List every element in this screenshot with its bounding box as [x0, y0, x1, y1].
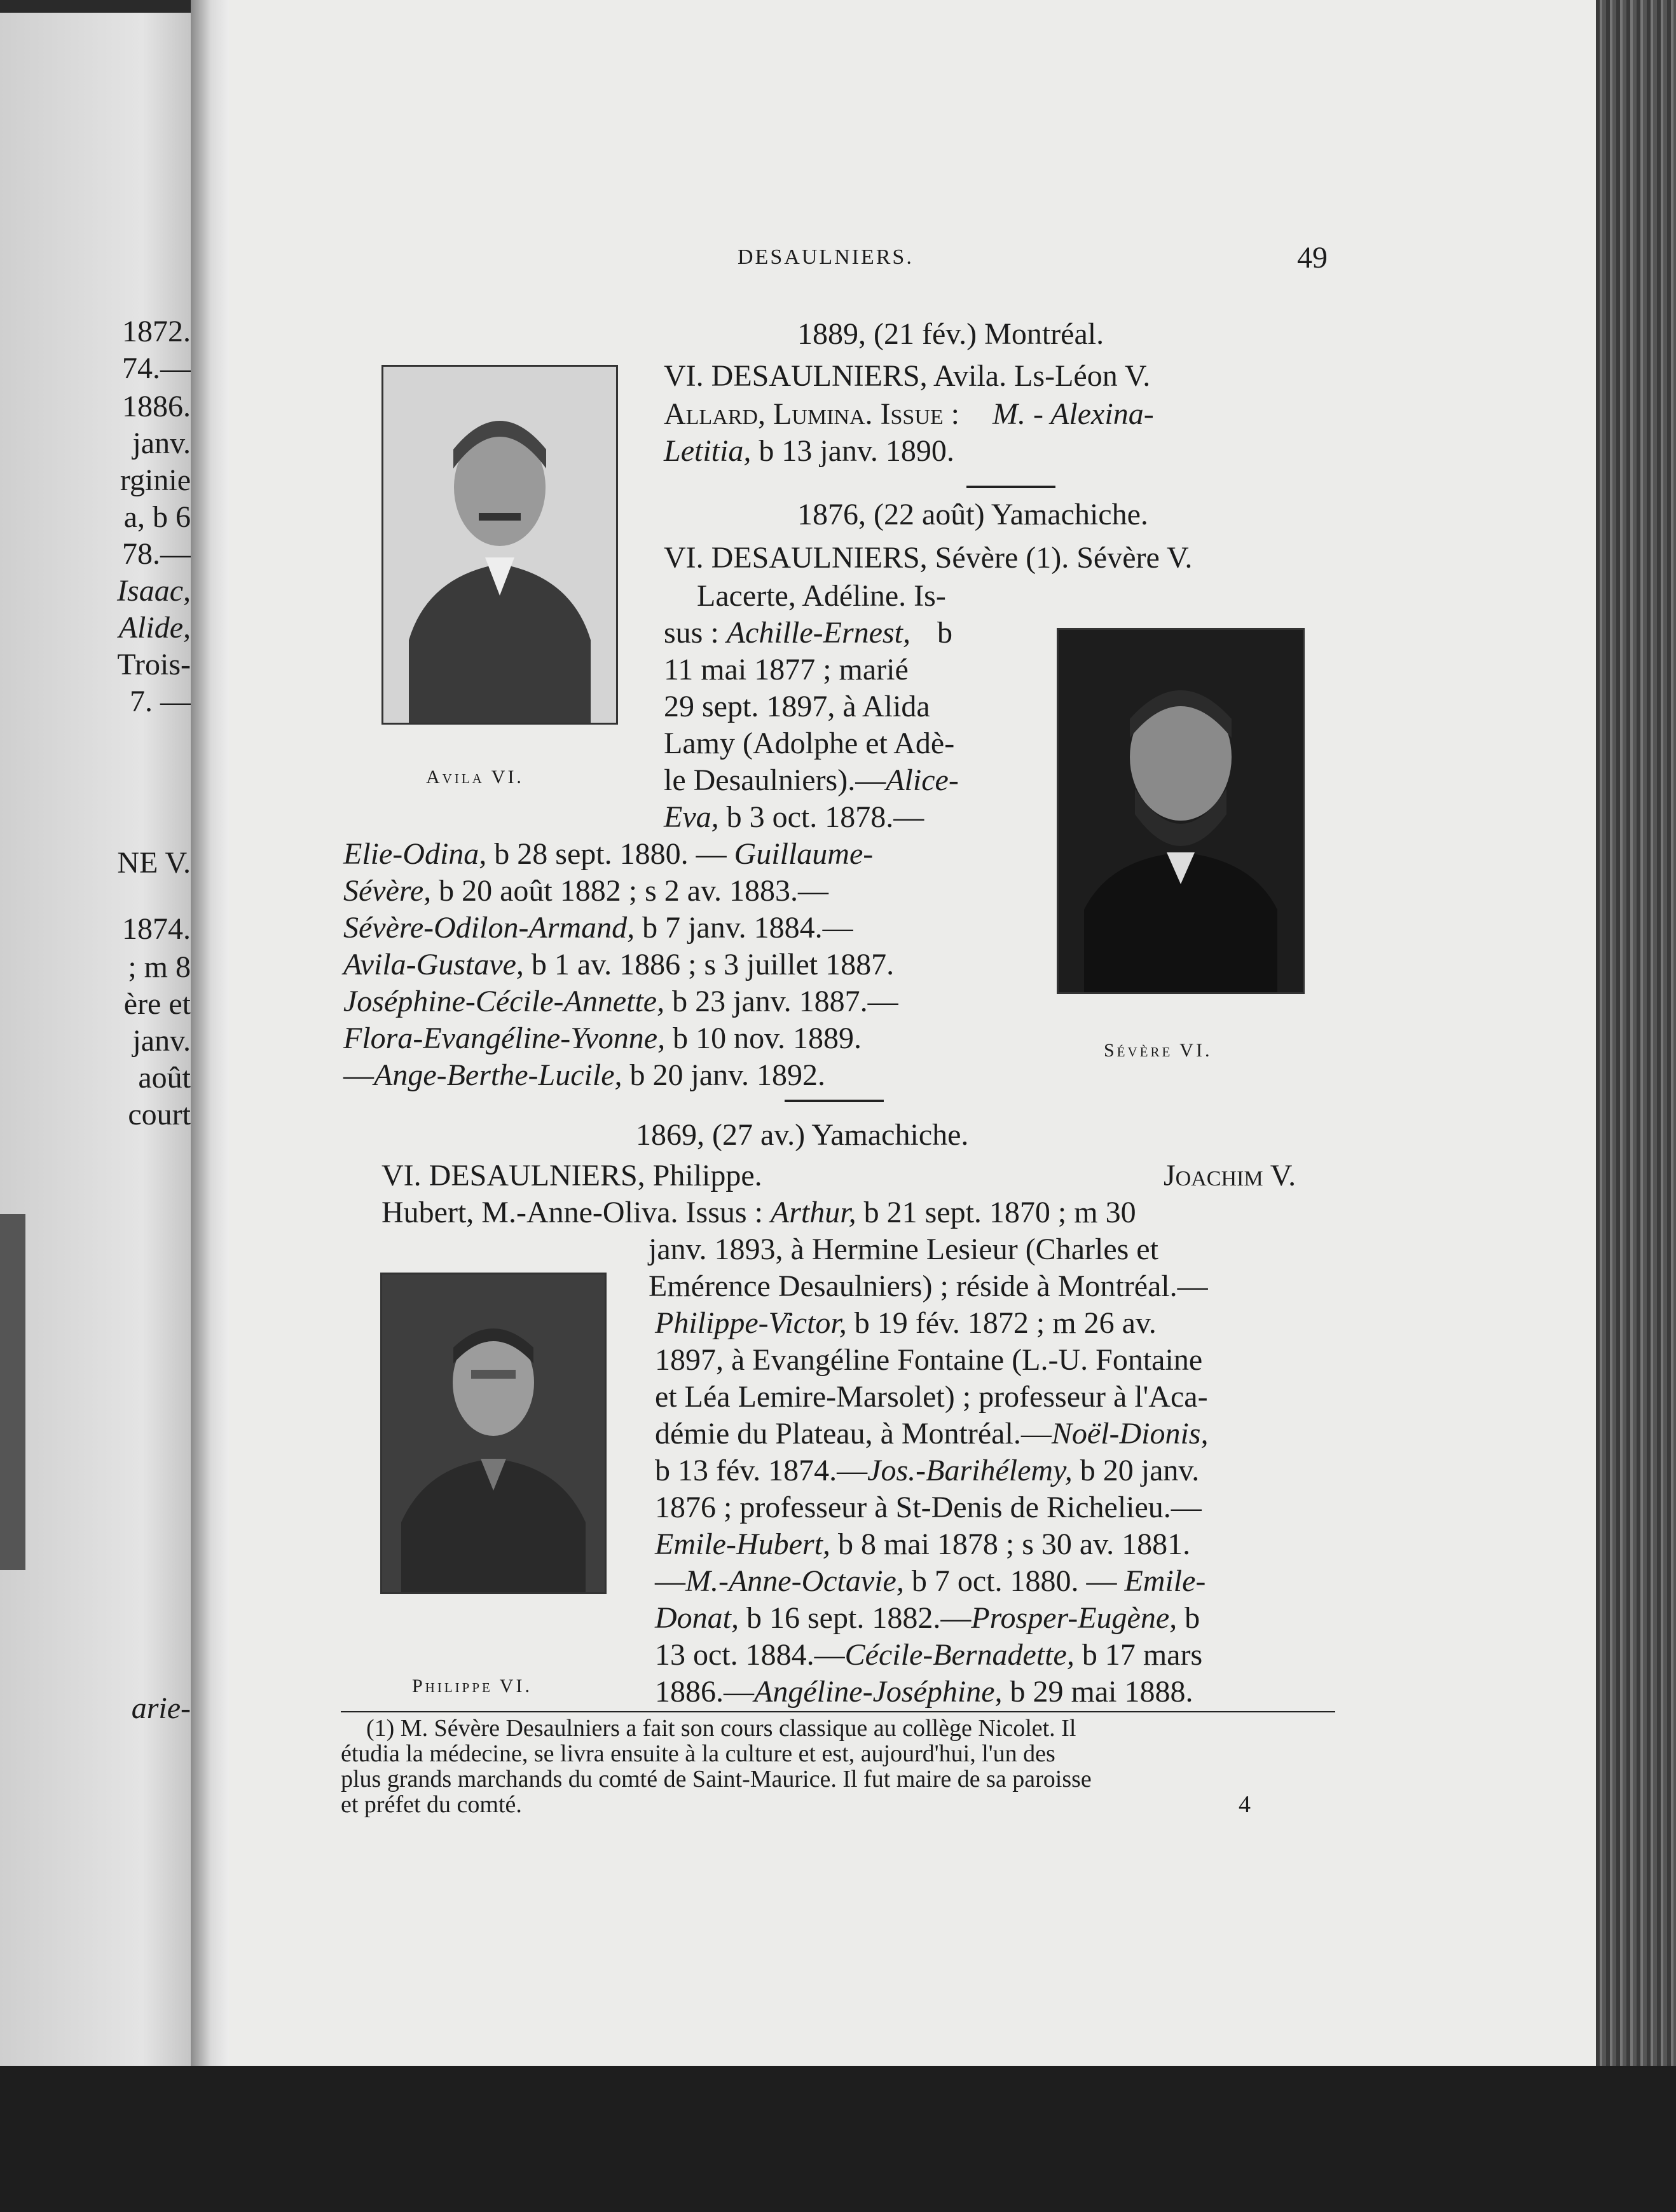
entry3-line: et Léa Lemire-Marsolet) ; professeur à l'Aca- — [655, 1380, 1208, 1414]
running-title: DESAULNIERS. — [738, 245, 914, 269]
footnote-line: (1) M. Sévère Desaulniers a fait son cours classique au collège Nicolet. Il — [366, 1715, 1076, 1742]
entry3-line: Emile-Hubert, b 8 mai 1878 ; s 30 av. 1881. — [655, 1527, 1191, 1561]
entry3-line: 1897, à Evangéline Fontaine (L.-U. Fontaine — [655, 1343, 1203, 1377]
entry3-line: Emérence Desaulniers) ; réside à Montréal.— — [649, 1269, 1208, 1303]
left-line: 78.— — [122, 537, 191, 571]
left-line: 74.— — [122, 352, 191, 385]
left-line: 1886. — [122, 390, 191, 423]
left-line: août — [138, 1061, 191, 1095]
entry2-line: —Ange-Berthe-Lucile, b 20 janv. 1892. — [343, 1058, 826, 1092]
left-line: rginie — [120, 463, 191, 497]
page-number: 49 — [1297, 241, 1328, 275]
footnote-line: étudia la médecine, se livra ensuite à la culture et est, aujourd'hui, l'un des — [341, 1740, 1055, 1767]
entry2-line: Lamy (Adolphe et Adè- — [664, 727, 955, 760]
entry3-line: Donat, b 16 sept. 1882.—Prosper-Eugène, b — [655, 1601, 1200, 1635]
portrait-avila — [381, 365, 618, 725]
entry1-line: VI. DESAULNIERS, Avila. Ls-Léon V. — [664, 359, 1151, 393]
entry3-line: b 13 fév. 1874.—Jos.-Barihélemy, b 20 janv. — [655, 1454, 1200, 1487]
entry2-line: VI. DESAULNIERS, Sévère (1). Sévère V. — [664, 541, 1193, 575]
entry2-line: sus : Achille-Ernest, b — [664, 616, 952, 650]
left-line: 1872. — [122, 315, 191, 348]
separator-rule — [966, 486, 1055, 488]
entry3-line: Joachim V. — [1164, 1159, 1296, 1192]
entry1-line: Letitia, b 13 janv. 1890. — [664, 434, 954, 468]
entry3-line: 13 oct. 1884.—Cécile-Bernadette, b 17 mars — [655, 1638, 1203, 1672]
entry2-date-line: 1876, (22 août) Yamachiche. — [797, 498, 1148, 531]
entry3-line: Philippe-Victor, b 19 fév. 1872 ; m 26 av. — [655, 1306, 1157, 1340]
left-line: janv. — [132, 427, 191, 460]
left-line: Trois- — [117, 648, 191, 681]
entry1-line: Allard, Lumina. Issue : M. - Alexina- — [664, 397, 1154, 431]
entry2-line: Elie-Odina, b 28 sept. 1880. — Guillaume- — [343, 837, 874, 871]
caption-philippe: Philippe VI. — [412, 1676, 532, 1697]
entry2-line: Sévère-Odilon-Armand, b 7 janv. 1884.— — [343, 911, 853, 945]
entry2-line: Flora-Evangéline-Yvonne, b 10 nov. 1889. — [343, 1021, 862, 1055]
left-line: NE V. — [117, 846, 191, 880]
entry3-line: VI. DESAULNIERS, Philippe. — [381, 1159, 762, 1192]
left-line: arie- — [131, 1691, 191, 1725]
entry2-line: Avila-Gustave, b 1 av. 1886 ; s 3 juillet 1887. — [343, 948, 895, 981]
left-line: Alide, — [118, 611, 191, 645]
left-facing-page — [0, 13, 203, 2072]
entry2-line: Sévère, b 20 août 1882 ; s 2 av. 1883.— — [343, 874, 828, 908]
left-line: Isaac, — [117, 574, 191, 608]
scan-background — [0, 2066, 1676, 2212]
entry2-line: Lacerte, Adéline. Is- — [697, 579, 946, 613]
entry2-line: 11 mai 1877 ; marié — [664, 653, 909, 686]
entry1-date-line: 1889, (21 fév.) Montréal. — [797, 317, 1104, 351]
caption-severe: Sévère VI. — [1104, 1040, 1212, 1061]
entry2-line: le Desaulniers).—Alice- — [664, 763, 959, 797]
left-line: 7. — — [130, 685, 191, 718]
portrait-philippe-image — [382, 1274, 605, 1592]
left-line: ; m 8 — [128, 950, 191, 984]
entry3-line: janv. 1893, à Hermine Lesieur (Charles et — [649, 1232, 1158, 1266]
footnote-line: plus grands marchands du comté de Saint-Maurice. Il fut maire de sa paroisse — [341, 1766, 1092, 1792]
entry2-line: Joséphine-Cécile-Annette, b 23 janv. 1887.— — [343, 985, 898, 1018]
portrait-severe — [1057, 628, 1305, 994]
left-page-photo-fragment — [0, 1214, 25, 1570]
entry3-line: Hubert, M.-Anne-Oliva. Issus : Arthur, b 21 sept. 1870 ; m 30 — [381, 1196, 1136, 1229]
entry3-line: démie du Plateau, à Montréal.—Noël-Dionis, — [655, 1417, 1209, 1451]
caption-avila: Avila VI. — [426, 767, 524, 788]
left-line: court — [128, 1098, 191, 1131]
entry3-line: —M.-Anne-Octavie, b 7 oct. 1880. — Emile- — [655, 1564, 1206, 1598]
entry3-line: 1876 ; professeur à St-Denis de Richelieu.— — [655, 1491, 1202, 1524]
left-line: janv. — [132, 1024, 191, 1058]
footnote-line: et préfet du comté. — [341, 1791, 522, 1818]
portrait-avila-image — [383, 367, 616, 723]
portrait-severe-image — [1059, 630, 1303, 992]
signature-mark: 4 — [1239, 1791, 1251, 1818]
left-line: 1874. — [122, 912, 191, 946]
entry3-line: 1886.—Angéline-Joséphine, b 29 mai 1888. — [655, 1675, 1193, 1709]
entry2-line: Eva, b 3 oct. 1878.— — [664, 800, 924, 834]
entry3-date-line: 1869, (27 av.) Yamachiche. — [636, 1118, 969, 1152]
footnote-rule — [341, 1711, 1335, 1712]
left-line: ère et — [123, 987, 191, 1021]
entry2-line: 29 sept. 1897, à Alida — [664, 690, 930, 723]
left-line: a, b 6 — [123, 500, 191, 534]
portrait-philippe — [380, 1273, 607, 1594]
separator-rule — [785, 1100, 884, 1102]
page-edges — [1596, 0, 1676, 2098]
